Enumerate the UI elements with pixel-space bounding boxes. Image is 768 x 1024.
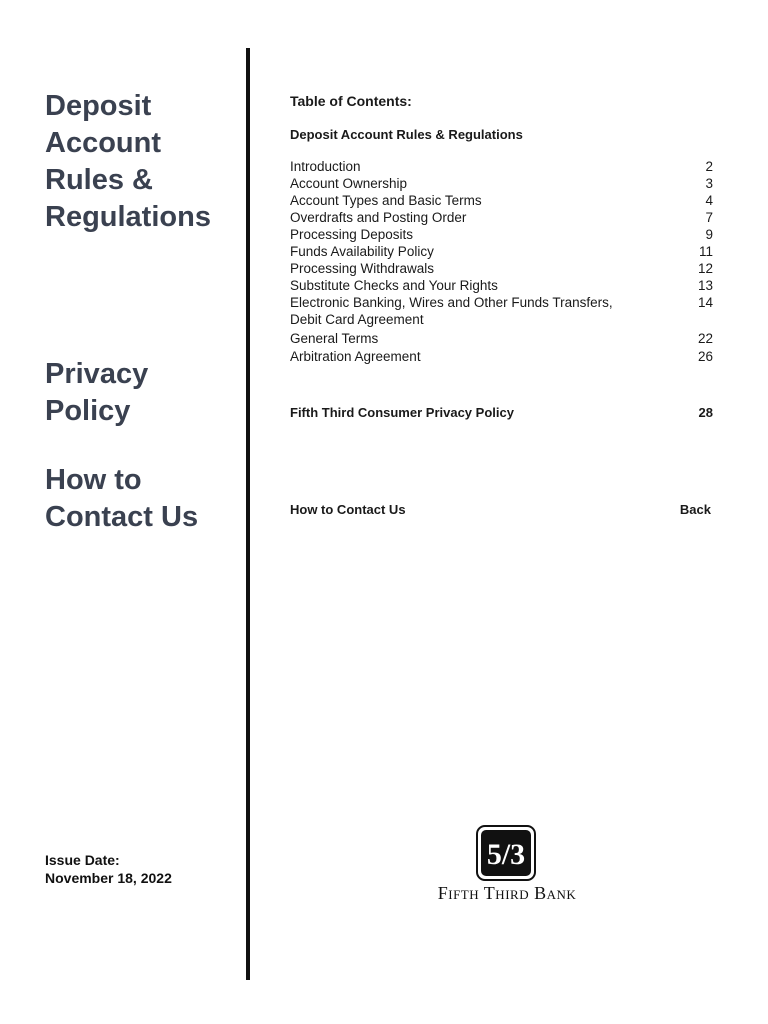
toc-entry-label: Electronic Banking, Wires and Other Funds Transfers, Debit Card Agreement [290,295,613,327]
issue-date-block [45,851,172,887]
toc-entry-page: 22 [697,331,713,346]
toc-privacy-entry[interactable] [290,404,713,421]
toc-entry[interactable] [290,226,713,243]
issue-date-label: Issue Date: [45,852,120,868]
toc-privacy-label: Fifth Third Consumer Privacy Policy [290,405,514,420]
toc-entry-label: General Terms [290,331,379,346]
toc-entry[interactable] [290,277,713,294]
heading-contact-us[interactable]: How to Contact Us [45,464,199,533]
toc-entry-page: 7 [705,210,713,225]
issue-date-value: November 18, 2022 [45,870,172,886]
toc-entry-label: Introduction [290,159,361,174]
toc-title: Table of Contents: [290,93,412,109]
toc-entry[interactable] [290,348,713,365]
toc-entry[interactable] [290,243,713,260]
toc-entry-page: 2 [705,159,713,174]
vertical-divider [246,48,250,980]
toc-entry-label: Account Ownership [290,176,408,191]
toc-privacy-page: 28 [698,405,713,420]
toc-entry[interactable] [290,260,713,277]
toc-entry-page: 11 [698,244,713,259]
toc-entry[interactable] [290,158,713,175]
toc-entry-label: Overdrafts and Posting Order [290,210,467,225]
toc-entry-page: 12 [697,261,713,276]
toc-entry[interactable] [290,330,713,347]
toc-entry-label: Account Types and Basic Terms [290,193,482,208]
toc-entry-page: 9 [705,227,713,242]
toc-entry-page: 13 [697,278,713,293]
toc-contact-page: Back [679,502,711,517]
logo-wordmark: Fifth Third Bank [437,883,577,903]
toc-section-title[interactable]: Deposit Account Rules & Regulations [290,127,523,142]
toc-entry-page: 26 [697,349,713,364]
toc-entry-label: Processing Withdrawals [290,261,435,276]
toc-contact-entry[interactable] [290,501,711,518]
toc-entry-label: Funds Availability Policy [290,244,434,259]
toc-entry[interactable] [290,192,713,209]
toc-contact-label: How to Contact Us [290,502,406,517]
toc-entry[interactable] [290,209,713,226]
logo-mark-text: 5/3 [486,838,526,871]
toc-entry[interactable] [290,175,713,192]
toc-entry-label: Substitute Checks and Your Rights [290,278,498,293]
fifth-third-logo-icon [476,825,536,881]
toc-entry-page: 4 [705,193,713,208]
toc-entry-page: 3 [705,176,713,191]
heading-privacy-policy[interactable]: Privacy Policy [45,358,149,427]
toc-entry-label: Processing Deposits [290,227,414,242]
toc-entry[interactable] [290,294,713,328]
heading-deposit-rules[interactable]: Deposit Account Rules & Regulations [45,90,211,233]
toc-entry-label: Arbitration Agreement [290,349,421,364]
toc-entry-page: 14 [697,295,713,310]
